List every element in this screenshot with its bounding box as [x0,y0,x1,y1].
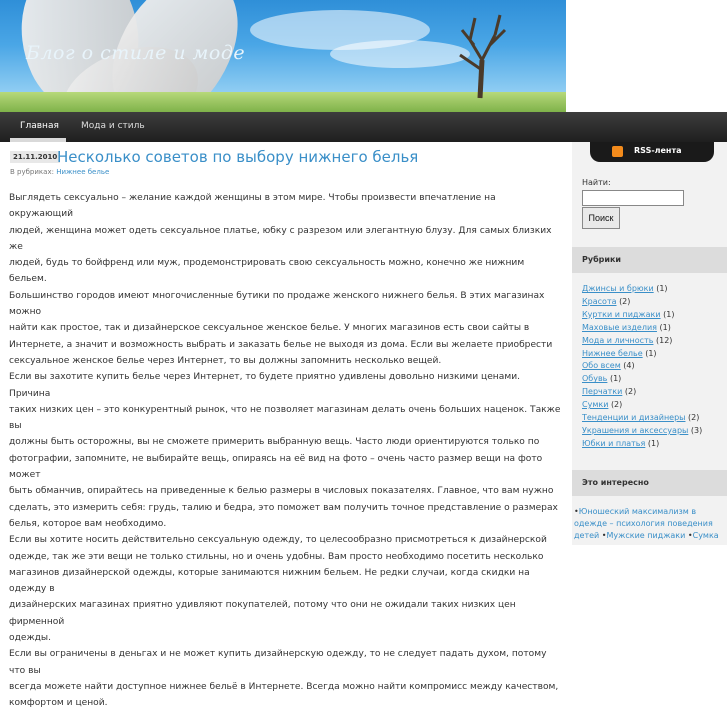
header-banner [0,0,566,112]
category-count: (1) [656,284,668,293]
category-item [582,309,702,322]
category-link[interactable]: Обувь [582,374,608,384]
bullet-icon: • [687,531,693,540]
category-item [582,412,702,425]
post-line: найти как простое, так и дизайнерское сексуальное женское белье. У многих магазинов есть свои сайты в [9,323,530,334]
category-link[interactable]: Перчатки [582,387,623,397]
category-link[interactable]: Тенденции и дизайнеры [582,413,686,423]
category-link[interactable]: Сумки [582,400,609,410]
post-line: комфортом и ценой. [9,698,108,709]
post-line: людей, женщина может одеть сексуальное платье, юбку с разрезом или элегантную блузу. Для самых близких же [9,225,552,252]
category-link[interactable]: Маховые изделия [582,322,657,332]
categories-list [582,283,702,451]
bullet-icon: • [601,531,607,540]
post-line: Большинство городов имеют многочисленные бутики по продаже женского нижнего белья. В этих магазинах можно [9,290,545,318]
categories-title: Рубрики [582,255,622,264]
category-count: (4) [623,361,635,371]
post-line: сделать, это измерить себя: грудь, талию и бедра, это поможет вам получить точное представление о размерах [9,502,558,513]
interest-header [572,470,727,496]
nav-item-fashion[interactable]: Мода и стиль [81,121,145,131]
category-count: (12) [656,335,673,345]
post-line: Если вы ограничены в деньгах и не может купить дизайнерскую одежду, то не следует падать духом, потому что вы [9,649,547,676]
category-count: (2) [624,387,637,397]
category-count: (1) [609,374,622,384]
category-item [582,335,702,348]
interest-link[interactable]: Мужские пиджаки [606,531,686,540]
search-input[interactable] [582,190,684,206]
site-title[interactable]: Блог о стиле и моде [26,42,246,64]
tree-icon [440,0,520,100]
post-line: сексуальное женское белье через Интернет, то вы должны запомнить несколько вещей. [9,355,442,366]
post-line: белья, которое вам необходимо. [9,518,167,529]
category-count: (1) [659,322,671,332]
post-line: быть обманчив, опирайтесь на приведенные к белью размеры в числовых показателях. Главное, что вам нужно [9,486,554,497]
post-date: 21.11.2010 [10,151,60,163]
category-count: (1) [663,309,675,319]
category-count: (2) [619,296,631,306]
post-line: Интернете, а значит и возможность выбрать и заказать белье не выходя из дома. Если вы желаете приобрести [9,339,553,350]
post-body [9,190,562,712]
post-line: фотографии, запомните, не выбирайте вещь, опираясь на её вид на фото – очень часто размер вещи на фото может [9,453,543,481]
category-item [582,399,702,412]
post-line: Выглядеть сексуально – желание каждой женщины в этом мире. Чтобы произвести впечатление на окружающий [9,193,496,220]
post-line: одежды. [9,633,51,644]
post-line: Если вы хотите носить действительно сексуальную одежду, то целесообразно присмотреться к дизайнерской [9,535,547,546]
rubric-link[interactable]: Нижнее белье [56,168,110,176]
post-title[interactable]: Несколько советов по выбору нижнего белья [57,148,419,166]
search-button[interactable]: Поиск [582,207,620,229]
category-count: (3) [690,425,703,435]
post-line: дизайнерских магазинах приятно удивляют покупателей, потому что они не ожидали таких низких цен фирменной [9,600,516,627]
category-item [582,348,702,361]
post-line: магазинов дизайнерской одежды, которые занимаются нижним бельем. Не редки случаи, когда скидки на одежду в [9,567,530,595]
category-link[interactable]: Мода и личность [582,335,654,345]
category-item [582,360,702,373]
search-label: Найти: [582,178,611,187]
category-link[interactable]: Красота [582,296,617,306]
category-item [582,425,702,438]
main-content [0,142,572,709]
category-link[interactable]: Обо всем [582,361,621,371]
interest-link[interactable]: Юношеский максимализм в одежде – психология поведения детей [574,507,713,540]
rss-icon [612,146,623,157]
rss-feed-link[interactable] [590,142,714,162]
category-item [582,296,702,309]
category-item [582,322,702,335]
main-nav [0,112,727,142]
rubrics-label: В рубриках: [10,168,54,176]
bullet-icon: • [574,507,579,516]
category-item [582,283,702,296]
category-count: (1) [645,348,657,358]
interest-list [574,506,724,542]
category-link[interactable]: Куртки и пиджаки [582,309,661,319]
category-item [582,373,702,386]
category-count: (1) [647,438,660,448]
interest-title: Это интересно [582,478,649,487]
post-line: людей, будь то бойфренд или муж, продемонстрировать свою сексуальность можно, конечно же нижним бельем. [9,258,525,285]
category-link[interactable]: Юбки и платья [582,438,646,448]
nav-item-home[interactable]: Главная [20,121,59,131]
sidebar [572,142,727,545]
post-line: таких низких цен – это конкурентный рынок, что не позволяет магазинам делать очень больших наценок. Также вы [9,404,561,432]
category-count: (2) [610,400,623,410]
categories-header [572,247,727,273]
category-link[interactable]: Джинсы и брюки [582,284,654,293]
category-link[interactable]: Украшения и аксессуары [582,425,689,435]
category-item [582,438,702,451]
category-item [582,386,702,399]
category-count: (2) [688,413,700,423]
category-link[interactable]: Нижнее белье [582,348,643,358]
post-line: Если вы захотите купить белье через Интернет, то будете приятно удивлены довольно низкими ценами. Причина [9,372,520,399]
post-line: всегда можете найти доступное нижнее бельё в Интернете. Всегда можно найти компромисс между качеством, [9,681,559,692]
post-line: должны быть осторожны, вы не сможете примерить выбранную вещь. Часто люди ориентируются только по [9,437,540,448]
post-line: одежде, так же эти вещи не только стильны, но и очень удобны. Вам просто необходимо посетить несколько [9,551,544,562]
rss-label: RSS-лента [634,146,682,155]
post-rubrics [10,168,109,176]
interest-link[interactable]: Сумка [692,531,719,540]
